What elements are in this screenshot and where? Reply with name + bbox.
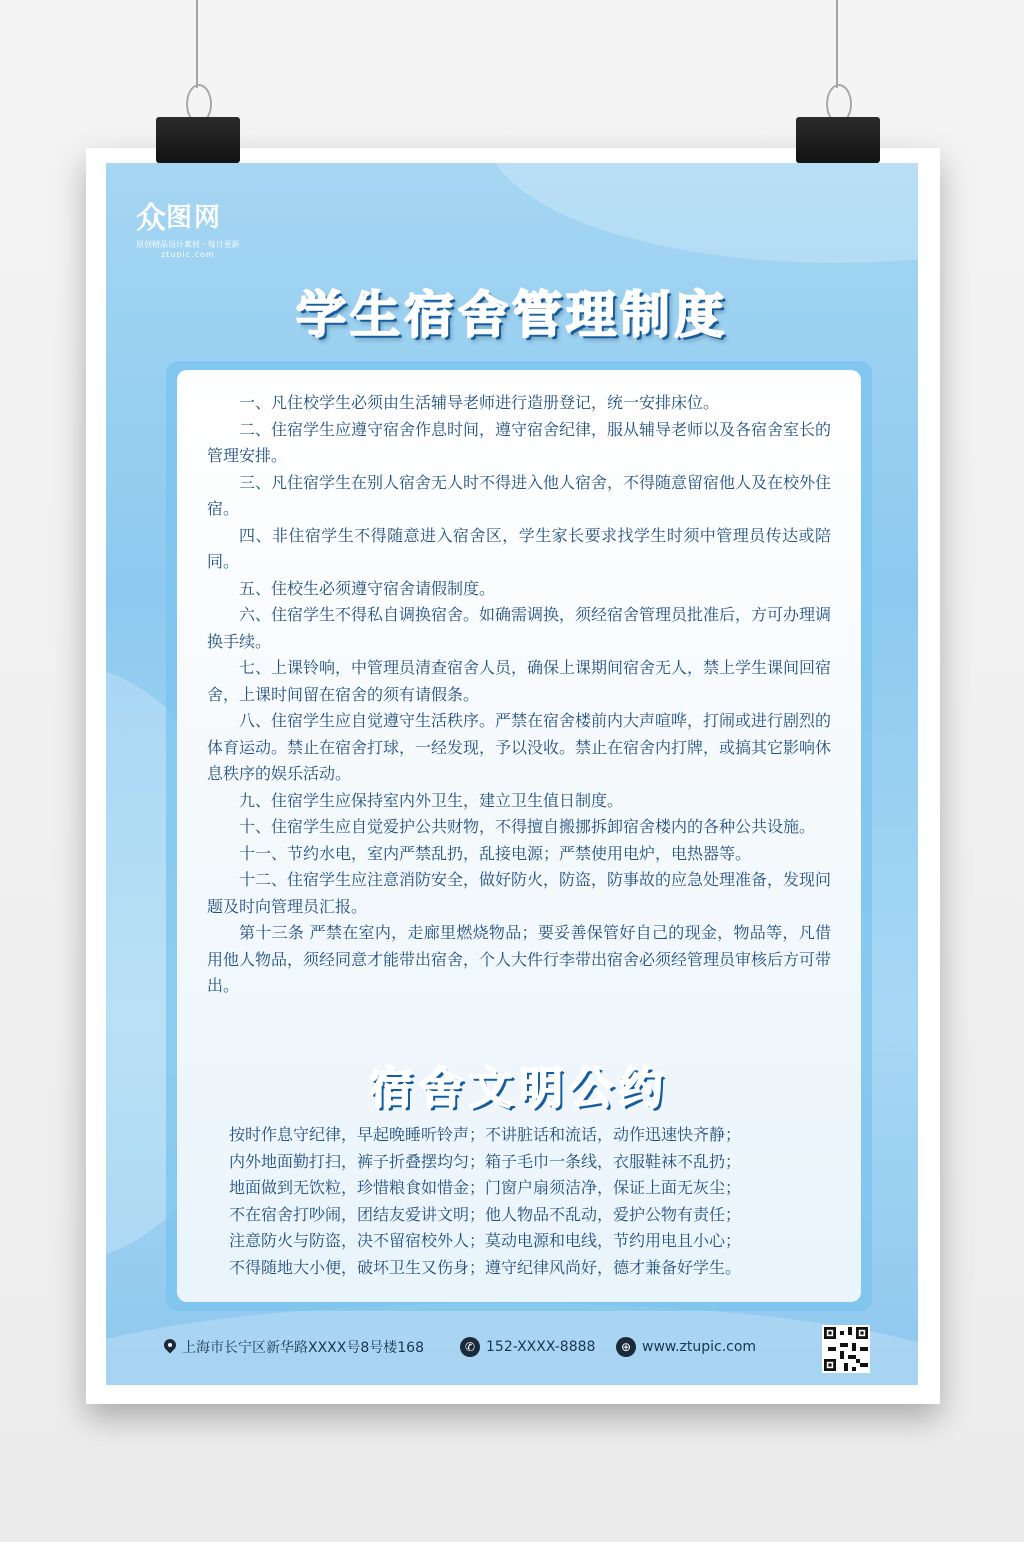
globe-icon: ⊕	[616, 1337, 636, 1357]
rule-item: 六、住宿学生不得私自调换宿舍。如确需调换，须经宿舍管理员批准后，方可办理调换手续。	[207, 605, 832, 651]
convention-line: 内外地面勤打扫，裤子折叠摆均匀；箱子毛巾一条线，衣服鞋袜不乱扔；	[229, 1151, 742, 1171]
convention-line: 按时作息守纪律，早起晚睡听铃声；不讲脏话和流话，动作迅速快齐静；	[229, 1125, 742, 1144]
phone-text: 152-XXXX-8888	[486, 1339, 596, 1355]
contact-footer	[106, 1323, 918, 1373]
phone-icon: ✆	[460, 1337, 480, 1357]
convention-list	[229, 1122, 829, 1281]
site-logo	[136, 193, 240, 259]
convention-line: 不得随地大小便，破坏卫生又伤身；遵守纪律风尚好，德才兼备好学生。	[229, 1257, 742, 1277]
wave-decoration-top	[486, 163, 918, 263]
rule-item: 八、住宿学生应自觉遵守生活秩序。严禁在宿舍楼前内大声喧哗，打闹或进行剧烈的体育运动。禁止在宿舍打球，一经发现，予以没收。禁止在宿舍内打牌，或搞其它影响休息秩序的娱乐活动。	[207, 711, 832, 783]
content-card	[177, 370, 861, 1302]
footer-website	[616, 1337, 756, 1357]
rule-item: 二、住宿学生应遵守宿舍作息时间，遵守宿舍纪律，服从辅导老师以及各宿舍室长的管理安排。	[207, 419, 832, 465]
convention-title: 宿舍文明公约	[369, 1063, 669, 1114]
logo-url: ztupic.com	[160, 250, 215, 259]
right-binder-clip	[796, 117, 880, 163]
poster	[106, 163, 918, 1385]
rule-item: 十一、节约水电，室内严禁乱扔，乱接电源；严禁使用电炉，电热器等。	[239, 843, 752, 863]
left-hanging-wire	[196, 0, 198, 88]
qr-code-icon	[822, 1325, 870, 1373]
address-text: 上海市长宁区新华路XXXX号8号楼168	[182, 1340, 424, 1356]
logo-text: 图网	[166, 202, 223, 233]
convention-line: 注意防火与防盗，决不留宿校外人；莫动电源和电线，节约用电且小心；	[229, 1231, 742, 1250]
convention-line: 不在宿舍打吵闹，团结友爱讲文明；他人物品不乱动，爱护公物有责任；	[229, 1204, 742, 1224]
rule-item: 第十三条 严禁在室内，走廊里燃烧物品；要妥善保管好自己的现金，物品等，凡借用他人物品，须经同意才能带出宿舍，个人大件行李带出宿舍必须经管理员审核后方可带出。	[207, 923, 832, 995]
location-pin-icon	[164, 1339, 176, 1355]
logo-tagline: 原创精品设计素材 · 每日更新	[136, 240, 240, 249]
footer-address	[164, 1337, 424, 1357]
rule-item: 四、非住宿学生不得随意进入宿舍区，学生家长要求找学生时须中管理员传达或陪同。	[207, 525, 831, 571]
rule-item: 九、住宿学生应保持室内外卫生，建立卫生值日制度。	[239, 790, 624, 810]
rule-item: 五、住校生必须遵守宿舍请假制度。	[239, 578, 496, 598]
rule-item: 七、上课铃响，中管理员清查宿舍人员，确保上课期间宿舍无人，禁上学生课间回宿舍，上课时间留在宿舍的须有请假条。	[207, 658, 832, 704]
poster-title: 学生宿舍管理制度	[296, 285, 728, 344]
convention-line: 地面做到无饮粒，珍惜粮食如惜金；门窗户扇须洁净，保证上面无灰尘；	[229, 1178, 742, 1197]
left-binder-clip	[156, 117, 240, 163]
website-text[interactable]: www.ztupic.com	[642, 1339, 757, 1355]
rule-item: 十二、住宿学生应注意消防安全，做好防火，防盗，防事故的应急处理准备，发现问题及时向管理员汇报。	[207, 870, 832, 916]
rule-item: 一、凡住校学生必须由生活辅导老师进行造册登记，统一安排床位。	[239, 393, 720, 412]
right-hanging-wire	[836, 0, 838, 88]
rules-list	[207, 390, 831, 1000]
footer-phone	[460, 1337, 595, 1357]
rule-item: 十、住宿学生应自觉爱护公共财物，不得擅自搬挪拆卸宿舍楼内的各种公共设施。	[239, 817, 816, 836]
logo-mark-icon: 众	[136, 201, 162, 236]
rule-item: 三、凡住宿学生在别人宿舍无人时不得进入他人宿舍，不得随意留宿他人及在校外住宿。	[207, 472, 832, 518]
